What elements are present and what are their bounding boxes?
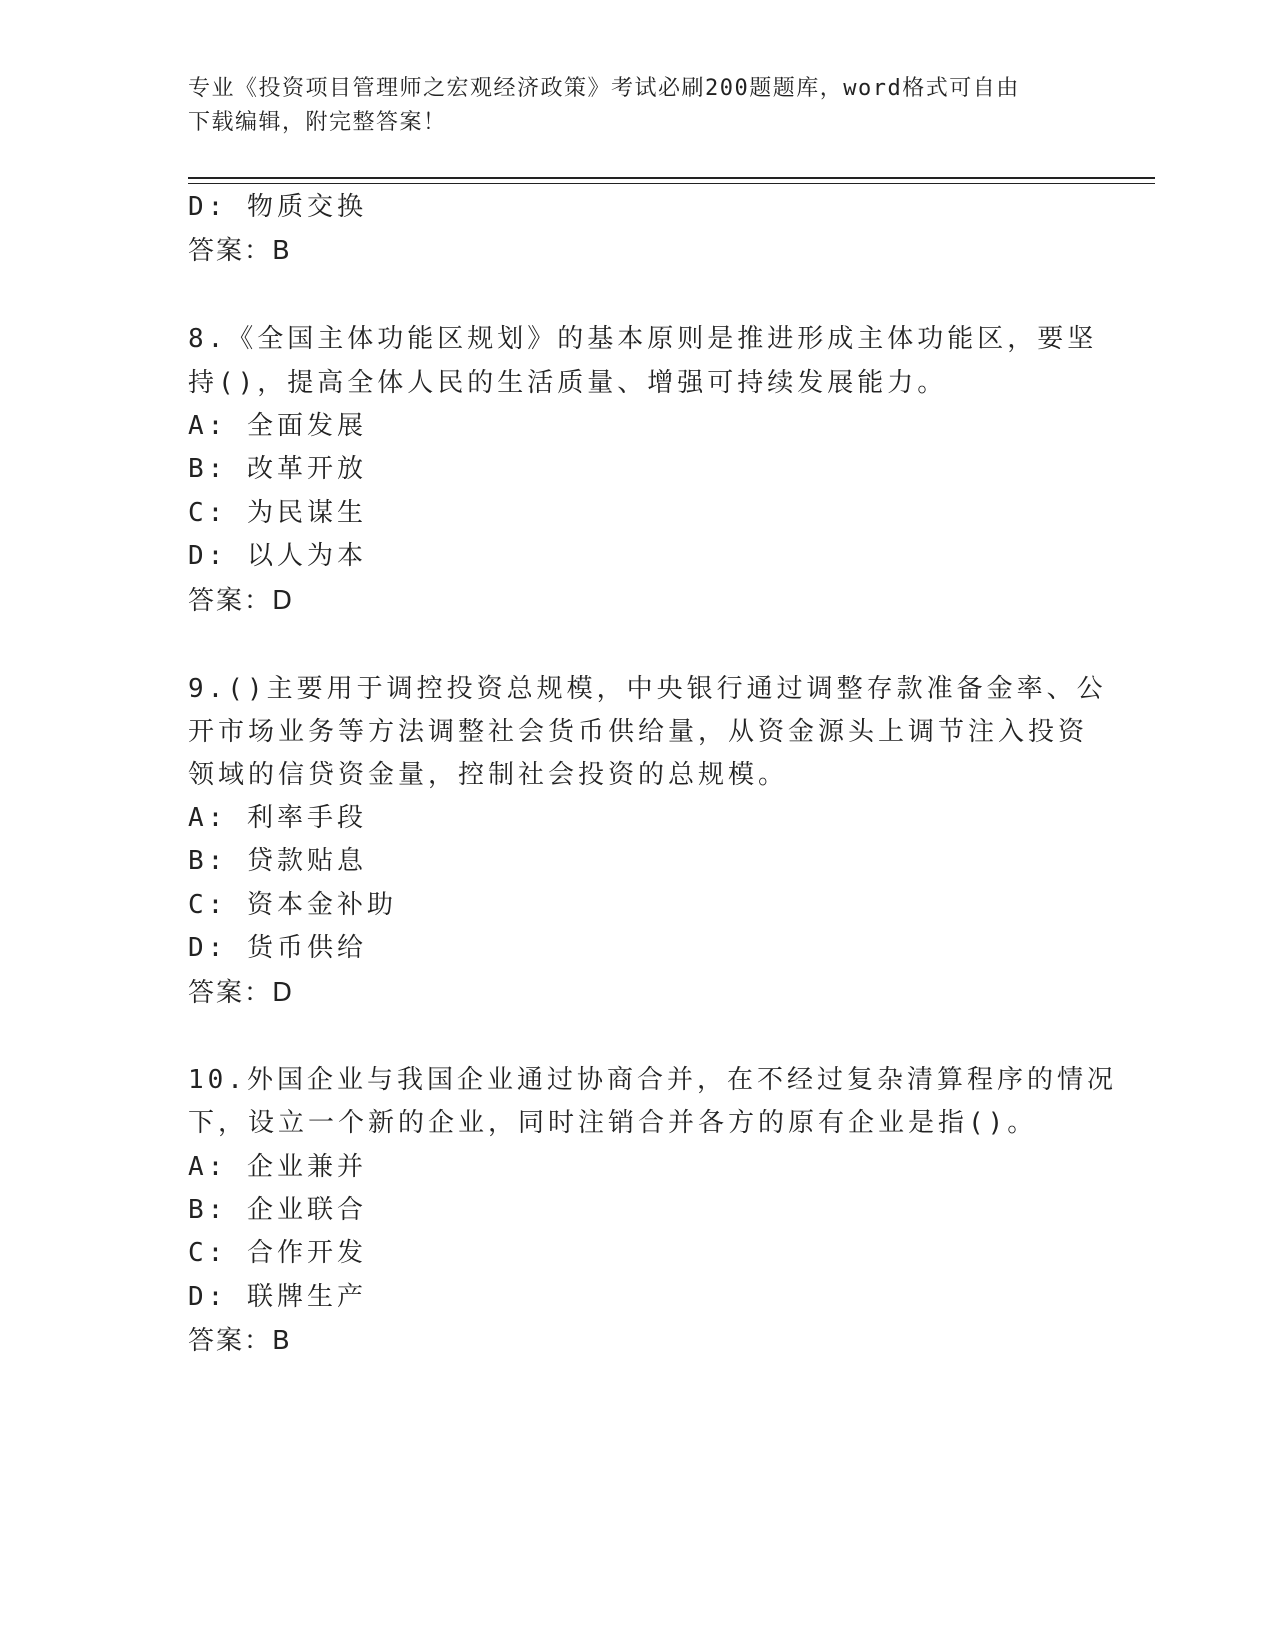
q9-answer: 答案：D xyxy=(188,978,295,1008)
q10-option-c: C: 合作开发 xyxy=(188,1238,367,1268)
q9-stem-line-1: 9.()主要用于调控投资总规模，中央银行通过调整存款准备金率、公 xyxy=(188,674,1107,704)
q10-option-d: D: 联牌生产 xyxy=(188,1282,367,1312)
q9-option-c: C: 资本金补助 xyxy=(188,890,397,920)
header-rule-thin xyxy=(188,183,1155,184)
q8-stem-line-1: 8.《全国主体功能区规划》的基本原则是推进形成主体功能区，要坚 xyxy=(188,324,1098,354)
q10-option-a: A: 企业兼并 xyxy=(188,1152,367,1182)
q10-option-b: B: 企业联合 xyxy=(188,1195,367,1225)
header-line-2: 下载编辑，附完整答案！ xyxy=(188,110,447,135)
q9-stem-line-3: 领域的信贷资金量，控制社会投资的总规模。 xyxy=(188,760,789,790)
q8-stem-line-2: 持()，提高全体人民的生活质量、增强可持续发展能力。 xyxy=(188,368,948,398)
q8-option-d: D: 以人为本 xyxy=(188,541,367,571)
q9-option-b: B: 贷款贴息 xyxy=(188,846,367,876)
header-rule-thick xyxy=(188,177,1155,179)
q8-option-c: C: 为民谋生 xyxy=(188,498,367,528)
q10-answer: 答案：B xyxy=(188,1326,292,1356)
document-header xyxy=(188,72,1068,140)
prev-option-d: D: 物质交换 xyxy=(188,192,367,222)
q8-option-a: A: 全面发展 xyxy=(188,411,367,441)
prev-answer: 答案：B xyxy=(188,236,292,266)
q10-stem-line-2: 下，设立一个新的企业，同时注销合并各方的原有企业是指()。 xyxy=(188,1108,1038,1138)
q8-answer: 答案：D xyxy=(188,586,295,616)
q10-stem-line-1: 10.外国企业与我国企业通过协商合并，在不经过复杂清算程序的情况 xyxy=(188,1065,1117,1095)
q9-option-d: D: 货币供给 xyxy=(188,933,367,963)
q9-option-a: A: 利率手段 xyxy=(188,803,367,833)
q9-stem-line-2: 开市场业务等方法调整社会货币供给量，从资金源头上调节注入投资 xyxy=(188,717,1089,747)
q8-option-b: B: 改革开放 xyxy=(188,454,367,484)
header-line-1: 专业《投资项目管理师之宏观经济政策》考试必刷200题题库，word格式可自由 xyxy=(188,76,1020,101)
